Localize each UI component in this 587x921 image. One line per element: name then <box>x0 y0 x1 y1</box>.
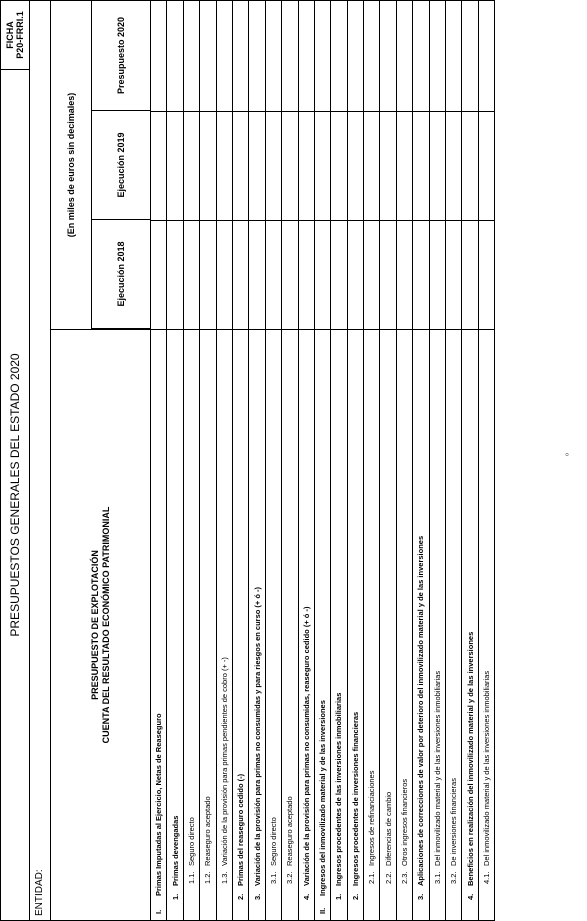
row-number: 2.2. <box>383 871 393 884</box>
row-label <box>282 329 297 920</box>
row-label <box>446 329 461 920</box>
row-label <box>200 329 215 920</box>
value-cell[interactable] <box>299 111 314 220</box>
value-cell[interactable] <box>462 111 477 220</box>
row-number: 3. <box>416 893 426 900</box>
row-label <box>364 329 379 920</box>
column-headers <box>91 1 150 329</box>
value-cell[interactable] <box>315 111 330 220</box>
ficha-label: FICHA <box>5 21 15 49</box>
value-cell[interactable] <box>266 220 281 329</box>
ficha-code: P20-FRRI.1 <box>15 11 25 59</box>
value-cell[interactable] <box>315 2 330 111</box>
entity-row <box>30 0 50 921</box>
value-cell[interactable] <box>151 2 166 111</box>
row-text: Ingresos procedentes de inversiones financieras <box>350 711 360 886</box>
row-number: 3.2. <box>449 871 459 884</box>
row-label <box>430 329 445 920</box>
value-cell[interactable] <box>200 111 215 220</box>
row-number: 3.1. <box>268 871 278 884</box>
value-cell[interactable] <box>348 2 363 111</box>
table-row <box>266 1 282 920</box>
row-text: Reaseguro aceptado <box>285 796 295 866</box>
row-label <box>299 329 314 920</box>
value-cell[interactable] <box>282 111 297 220</box>
value-cell[interactable] <box>249 111 264 220</box>
value-cell[interactable] <box>282 2 297 111</box>
value-cell[interactable] <box>380 220 395 329</box>
value-cell[interactable] <box>184 220 199 329</box>
value-cell[interactable] <box>299 2 314 111</box>
page-mark: º <box>564 453 573 456</box>
row-text: Otros ingresos financieros <box>400 778 410 866</box>
units-note: (En miles de euros sin decimales) <box>66 92 76 238</box>
value-cell[interactable] <box>233 220 248 329</box>
value-cell[interactable] <box>184 2 199 111</box>
row-label <box>397 329 412 920</box>
row-label <box>184 329 199 920</box>
table-row <box>282 1 298 920</box>
row-number: I. <box>154 909 164 914</box>
value-cell[interactable] <box>364 220 379 329</box>
row-number: 3.2. <box>285 871 295 884</box>
table-row <box>446 1 462 920</box>
row-text: Del inmovilizado material y de las inversiones inmobiliarias <box>482 670 491 866</box>
table-title <box>51 329 150 920</box>
row-text: De inversiones financieras <box>449 778 459 866</box>
row-number: 2. <box>350 893 360 900</box>
row-label <box>217 329 232 920</box>
table-row <box>331 1 347 920</box>
row-text: Beneficios en realización del inmovilizado material y de las inversiones <box>465 631 475 886</box>
row-label <box>331 329 346 920</box>
row-text: Ingresos del inmovilizado material y de las inversiones <box>318 700 328 896</box>
row-label <box>266 329 281 920</box>
value-cell[interactable] <box>217 2 232 111</box>
row-number: 2.3. <box>400 871 410 884</box>
value-cell[interactable] <box>331 220 346 329</box>
value-cell[interactable] <box>462 220 477 329</box>
table-title-line1: PRESUPUESTO DE EXPLOTACIÓN <box>89 550 100 700</box>
value-cell[interactable] <box>413 220 428 329</box>
row-text: Variación de la provisión para primas pendientes de cobro (+ -) <box>219 657 229 866</box>
row-number: 4. <box>301 893 311 900</box>
value-cell[interactable] <box>348 220 363 329</box>
value-cell[interactable] <box>200 2 215 111</box>
value-cell[interactable] <box>282 220 297 329</box>
value-cell[interactable] <box>397 2 412 111</box>
row-label <box>249 329 264 920</box>
row-number: 2. <box>236 893 246 900</box>
row-label <box>380 329 395 920</box>
value-cell[interactable] <box>331 111 346 220</box>
table-row <box>413 1 429 920</box>
row-label <box>479 329 494 920</box>
row-label <box>167 329 182 920</box>
value-cell[interactable] <box>364 2 379 111</box>
row-number: 1. <box>334 893 344 900</box>
row-number: 4.1. <box>482 871 491 884</box>
table-row <box>184 1 200 920</box>
value-cell[interactable] <box>233 111 248 220</box>
value-cell[interactable] <box>200 220 215 329</box>
row-number: II. <box>318 907 328 914</box>
row-number: 1.3. <box>219 871 229 884</box>
value-cell[interactable] <box>430 111 445 220</box>
column-header-presupuesto-2020: Presupuesto 2020 <box>91 1 150 111</box>
value-cell[interactable] <box>266 111 281 220</box>
value-cell[interactable] <box>299 220 314 329</box>
value-cell[interactable] <box>462 2 477 111</box>
value-cell[interactable] <box>249 220 264 329</box>
row-label <box>315 329 330 920</box>
row-text: Ingresos de refinanciaciones <box>367 770 377 866</box>
value-cell[interactable] <box>446 2 461 111</box>
value-cell[interactable] <box>184 111 199 220</box>
value-cell[interactable] <box>151 111 166 220</box>
page-header <box>0 0 30 921</box>
value-cell[interactable] <box>397 220 412 329</box>
table-row <box>348 1 364 920</box>
row-text: Seguro directo <box>186 817 196 866</box>
row-number: 1.1. <box>186 871 196 884</box>
value-cell[interactable] <box>151 220 166 329</box>
value-cell[interactable] <box>315 220 330 329</box>
table-row <box>462 1 478 920</box>
value-cell[interactable] <box>446 220 461 329</box>
table-row <box>430 1 446 920</box>
table-header <box>50 0 151 921</box>
row-label <box>462 329 477 920</box>
row-label <box>233 329 248 920</box>
row-text: Diferencias de cambio <box>383 791 393 866</box>
row-text: Primas Imputadas al Ejercicio, Netas de Reaseguro <box>154 713 164 896</box>
value-cell[interactable] <box>397 111 412 220</box>
value-cell[interactable] <box>266 2 281 111</box>
row-label <box>348 329 363 920</box>
row-number: 1. <box>170 893 180 900</box>
row-number: 3.1. <box>432 871 442 884</box>
value-cell[interactable] <box>413 2 428 111</box>
value-cell[interactable] <box>479 111 494 220</box>
row-text: Primas devengadas <box>170 815 180 886</box>
column-header-ejecucion-2018: Ejecución 2018 <box>91 220 150 329</box>
value-cell[interactable] <box>364 111 379 220</box>
value-cell[interactable] <box>479 2 494 111</box>
table-row <box>364 1 380 920</box>
row-text: Variación de la provisión para primas no consumidas, reaseguro cedido (+ ó -) <box>301 606 311 886</box>
table-row <box>233 1 249 920</box>
value-cell[interactable] <box>167 220 182 329</box>
row-text: Reaseguro aceptado <box>203 796 213 866</box>
value-cell[interactable] <box>233 2 248 111</box>
row-text: Aplicaciones de correcciones de valor por deterioro del inmovilizado material y de las inversiones <box>416 535 426 886</box>
value-cell[interactable] <box>380 2 395 111</box>
value-cell[interactable] <box>331 2 346 111</box>
value-cell[interactable] <box>167 111 182 220</box>
table-row <box>167 1 183 920</box>
table-row <box>315 1 331 920</box>
value-cell[interactable] <box>249 2 264 111</box>
value-cell[interactable] <box>430 220 445 329</box>
table-row <box>249 1 265 920</box>
table-row <box>479 1 495 920</box>
value-cell[interactable] <box>217 220 232 329</box>
value-cell[interactable] <box>380 111 395 220</box>
entity-label: ENTIDAD: <box>34 869 45 916</box>
row-label <box>413 329 428 920</box>
row-label <box>151 329 166 920</box>
value-cell[interactable] <box>348 111 363 220</box>
row-number: 1.2. <box>203 871 213 884</box>
page-title: PRESUPUESTOS GENERALES DEL ESTADO 2020 <box>8 353 22 637</box>
table-row <box>299 1 315 920</box>
row-text: Primas del reaseguro cedido (-) <box>236 773 246 886</box>
row-number: 4. <box>465 893 475 900</box>
table-row <box>397 1 413 920</box>
row-number: 2.1. <box>367 871 377 884</box>
value-cell[interactable] <box>446 111 461 220</box>
ficha-box <box>1 1 29 70</box>
table-row <box>200 1 216 920</box>
table-row <box>380 1 396 920</box>
row-text: Variación de la provisión para primas no consumidas y para riesgos en curso (+ ó -) <box>252 586 262 886</box>
value-cell[interactable] <box>413 111 428 220</box>
row-text: Ingresos procedentes de las inversiones inmobiliarias <box>334 692 344 886</box>
table-title-line2: CUENTA DEL RESULTADO ECONÓMICO PATRIMONIAL <box>100 506 111 744</box>
row-text: Del inmovilizado material y de las inversiones inmobiliarias <box>432 670 442 866</box>
table-row <box>217 1 233 920</box>
table-row <box>151 1 167 920</box>
value-cell[interactable] <box>217 111 232 220</box>
value-cell[interactable] <box>430 2 445 111</box>
value-cell[interactable] <box>167 2 182 111</box>
column-header-ejecucion-2019: Ejecución 2019 <box>91 111 150 220</box>
table-body <box>151 0 495 921</box>
value-cell[interactable] <box>479 220 494 329</box>
row-number: 3. <box>252 893 262 900</box>
row-text: Seguro directo <box>268 817 278 866</box>
